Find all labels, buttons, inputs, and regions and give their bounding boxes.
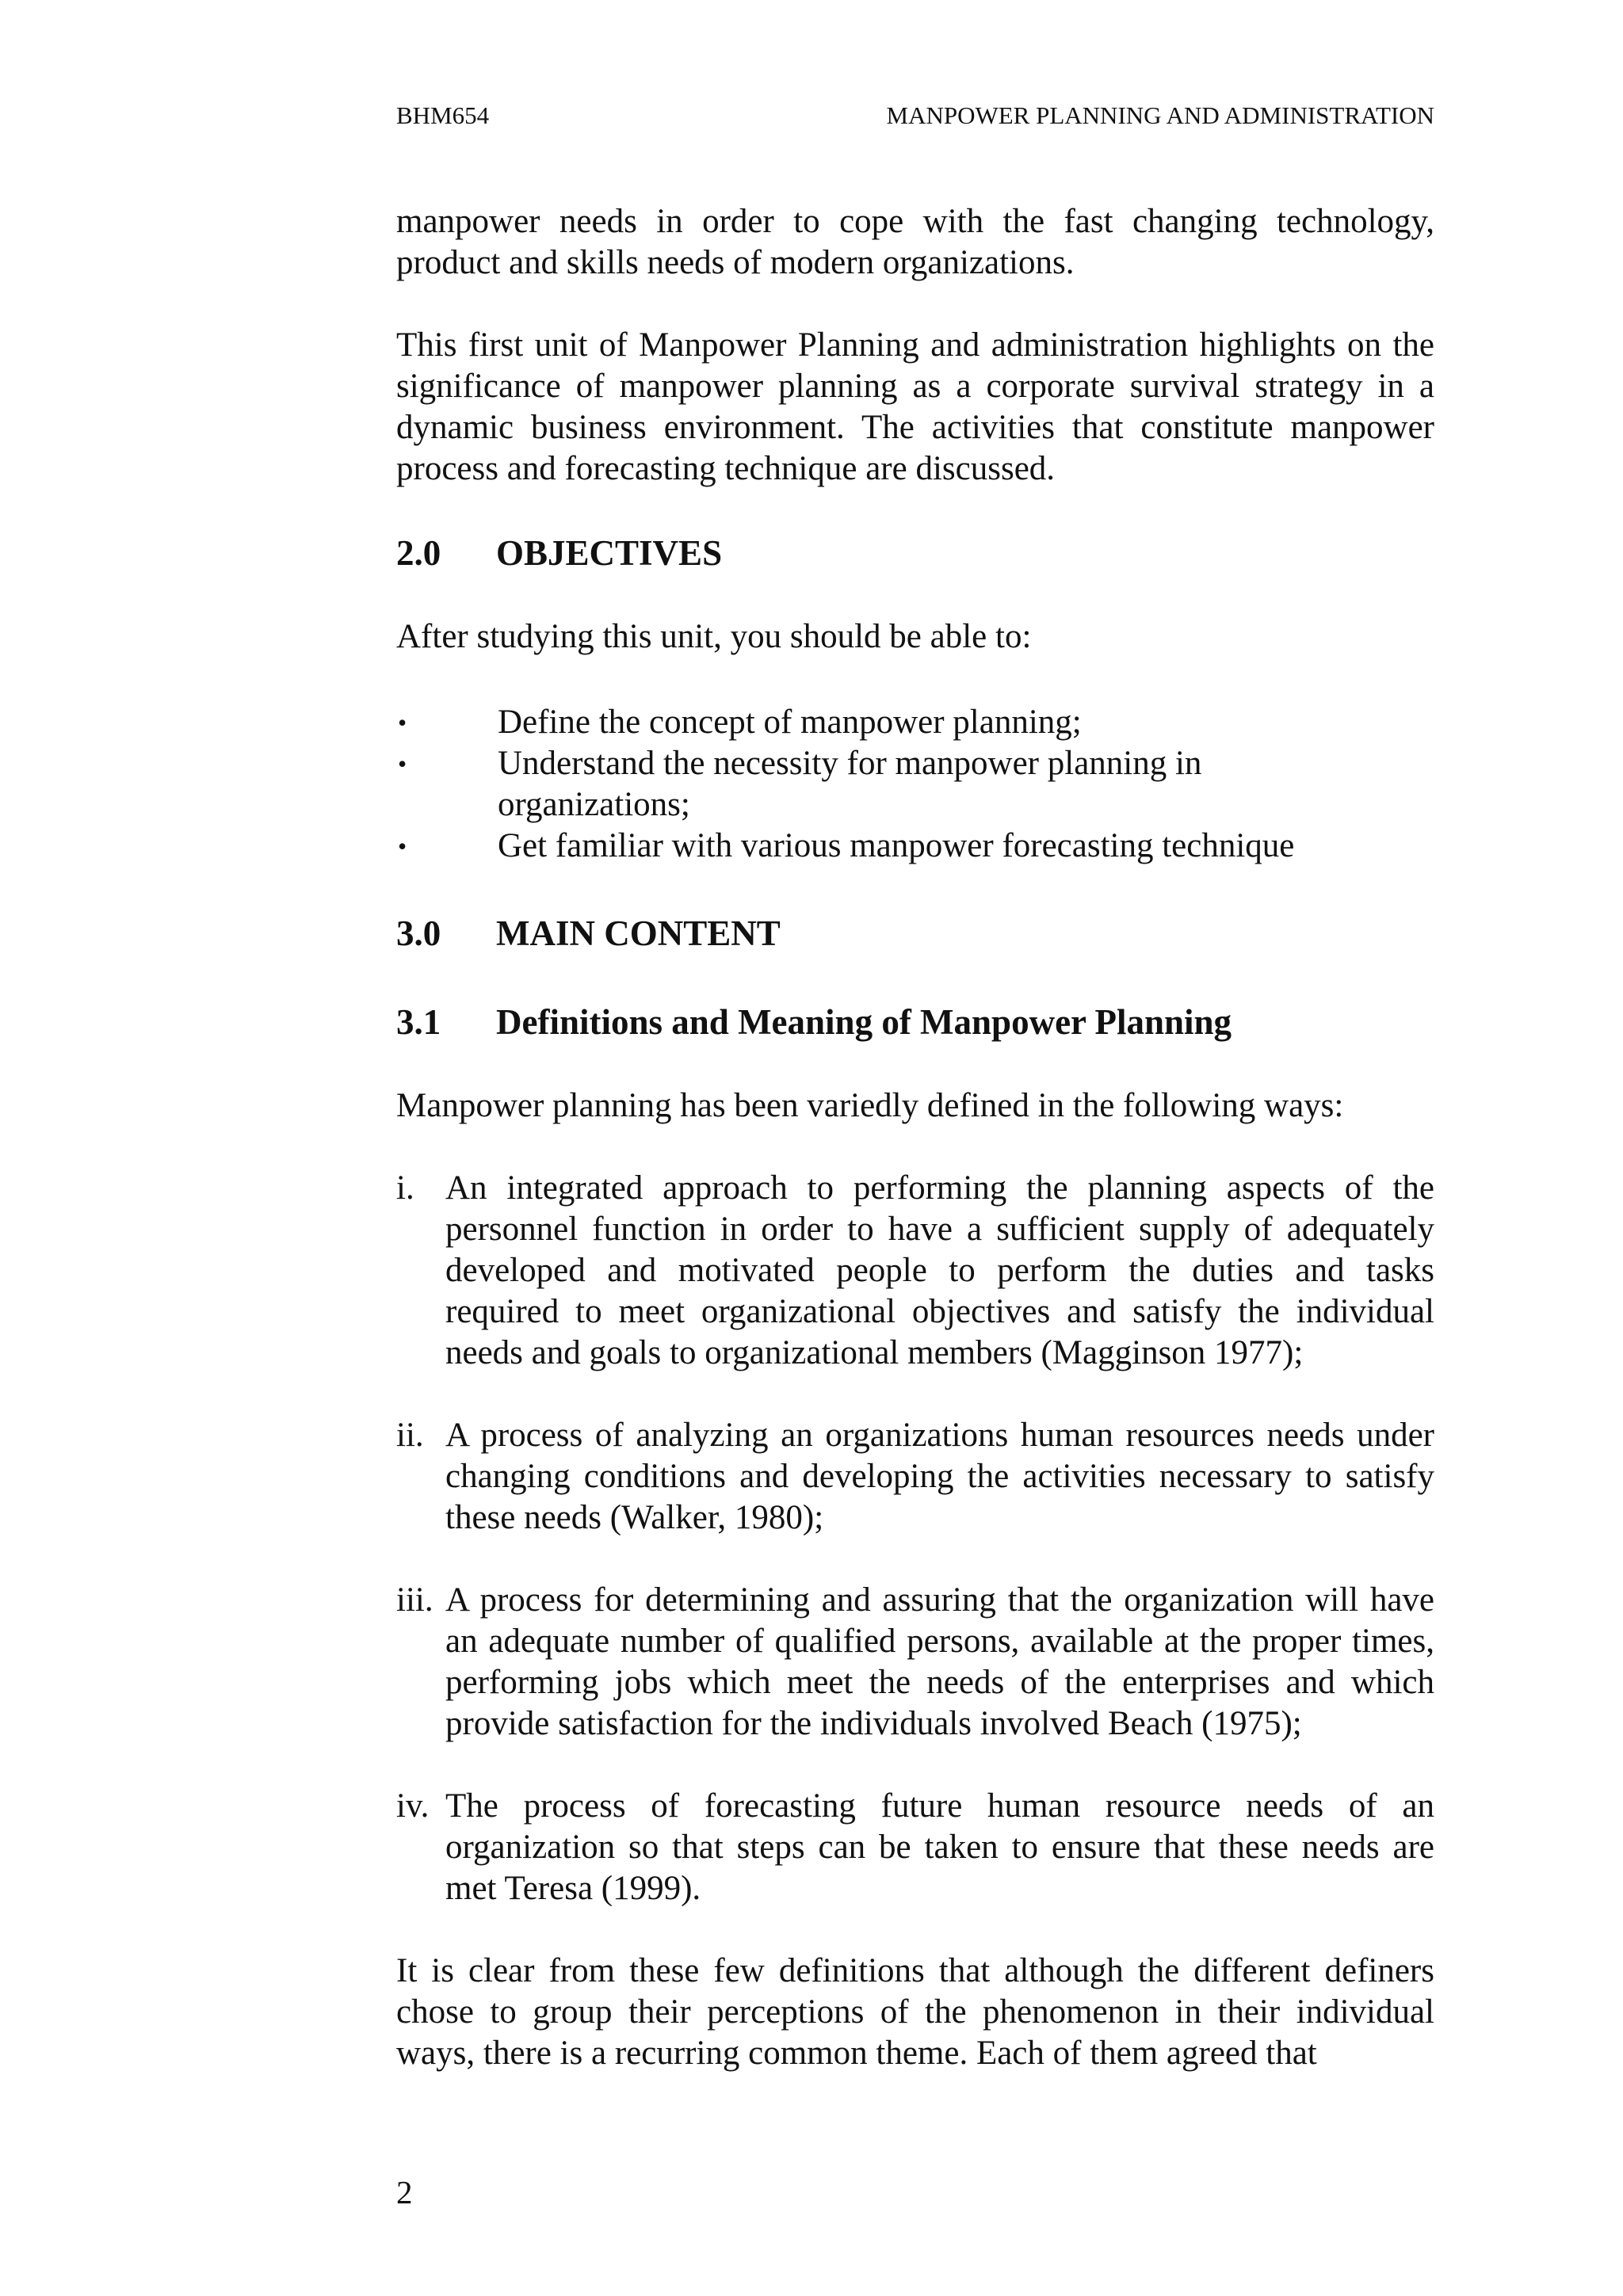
objectives-heading-number: 2.0: [396, 533, 441, 573]
definition-text: A process for determining and assuring that the organization will have an adequate number of qualified persons, available at the proper times, performing jobs which meet the needs of the enterprises and which provide satisfaction for the individuals involved Beach (1975);: [445, 1581, 1434, 1742]
closing-paragraph: It is clear from these few definitions that although the different definers chose to group their perceptions of the phenomenon in their individual ways, there is a recurring common theme. Each of them agreed that: [396, 1952, 1434, 2072]
definition-text: The process of forecasting future human resource needs of an organization so that steps can be taken to ensure that these needs are met Teresa (1999).: [445, 1787, 1434, 1907]
definition-marker: i.: [396, 1169, 414, 1207]
course-code: BHM654: [396, 101, 490, 129]
objective-text: Define the concept of manpower planning;: [498, 704, 1082, 741]
list-item: [396, 702, 1434, 743]
course-title: MANPOWER PLANNING AND ADMINISTRATION: [886, 101, 1434, 129]
bullet-icon: •: [398, 749, 407, 778]
definitions-lead: Manpower planning has been variedly defined in the following ways:: [396, 1087, 1344, 1124]
definitions-list: [396, 1168, 1434, 1909]
list-item: [396, 1786, 1434, 1909]
list-item: [396, 1168, 1434, 1374]
list-item: [396, 826, 1434, 867]
main-content-heading-title: MAIN CONTENT: [496, 913, 781, 953]
bullet-icon: •: [398, 708, 407, 737]
definition-text: A process of analyzing an organizations human resources needs under changing conditions and developing the activities necessary to satisfy these needs (Walker, 1980);: [445, 1417, 1434, 1536]
list-item: [396, 743, 1434, 826]
page-number: 2: [396, 2174, 413, 2210]
running-header: [396, 100, 1434, 132]
main-content-heading-number: 3.0: [396, 913, 441, 953]
objective-text: Get familiar with various manpower forecasting technique: [498, 827, 1295, 864]
objective-text: Understand the necessity for manpower planning in organizations;: [498, 745, 1202, 823]
page-body: [396, 201, 1434, 2074]
section-3-1-heading: [396, 1000, 1434, 1044]
definition-marker: ii.: [396, 1417, 424, 1454]
list-item: [396, 1415, 1434, 1539]
definition-text: An integrated approach to performing the planning aspects of the personnel function in order to have a sufficient supply of adequately developed and motivated people to perform the duties and tasks required to meet organizational objectives and satisfy the individual needs and goals to organizational members (Magginson 1977);: [445, 1169, 1434, 1371]
section-3-1-heading-number: 3.1: [396, 1002, 441, 1042]
objectives-heading-title: OBJECTIVES: [496, 533, 723, 573]
bullet-icon: •: [398, 832, 407, 860]
main-content-heading: [396, 911, 1434, 955]
definition-marker: iii.: [396, 1581, 433, 1619]
definition-marker: iv.: [396, 1787, 430, 1825]
intro-paragraph-1: manpower needs in order to cope with the fast changing technology, product and skills needs of modern organizations.: [396, 203, 1434, 281]
section-3-1-heading-title: Definitions and Meaning of Manpower Planning: [496, 1002, 1232, 1042]
objectives-lead: After studying this unit, you should be able to:: [396, 618, 1032, 655]
objectives-list: [396, 702, 1434, 867]
objectives-heading: [396, 531, 1434, 575]
intro-paragraph-2: This first unit of Manpower Planning and administration highlights on the significance of manpower planning as a corporate survival strategy in a dynamic business environment. The activities that constitute manpower process and forecasting technique are discussed.: [396, 326, 1434, 487]
list-item: [396, 1580, 1434, 1745]
